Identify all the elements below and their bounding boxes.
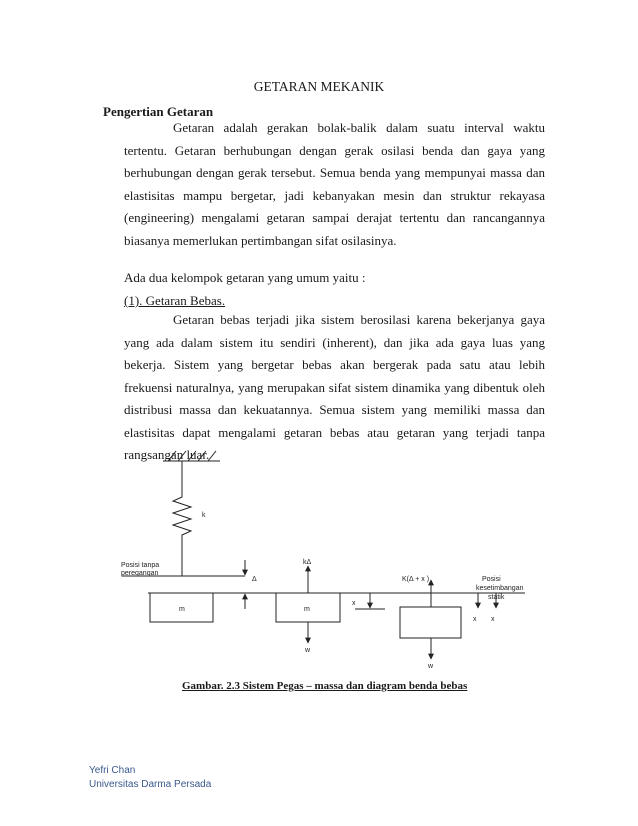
mass-block-3: [400, 607, 461, 638]
ceiling-hatch: [168, 451, 216, 461]
spring-label: k: [202, 512, 206, 519]
paragraph-definition-text: Getaran adalah gerakan bolak-balik dalam suatu interval waktu tertentu. Getaran berhubungan dengan gerak osilasi benda dan gaya yang berhubungan dengan gerak tersebut. Semua benda yang mempunyai massa dan elastisitas mampu bergetar, jadi kebanyakan mesin dan struktur rekayasa (engineering) mengalami getaran sampai derajat tertentu dan rancangannya biasanya memerlukan pertimbangan sifat osilasinya.: [124, 120, 545, 248]
x-label-1: x: [352, 600, 356, 607]
page-title: GETARAN MEKANIK: [253, 79, 385, 94]
spring-force-label-1: kΔ: [303, 559, 312, 566]
figure-caption: Gambar. 2.3 Sistem Pegas – massa dan diagram benda bebas: [182, 680, 468, 692]
static-label-3: statik: [488, 594, 505, 601]
spring: [173, 461, 191, 576]
section-heading: Pengertian Getaran: [103, 104, 214, 119]
static-label-1: Posisi: [482, 576, 501, 583]
weight-label-1: w: [305, 647, 311, 654]
mass-label-2: m: [304, 606, 310, 613]
spring-force-label-2: K(Δ + x ): [402, 576, 430, 583]
groups-intro: Ada dua kelompok getaran yang umum yaitu :: [124, 270, 366, 285]
spring-mass-figure: [0, 440, 638, 670]
mass-label-1: m: [179, 606, 185, 613]
x-label-3: x: [491, 616, 495, 623]
paragraph-free-vibration-text: Getaran bebas terjadi jika sistem berosilasi karena bekerjanya gaya yang ada dalam sistem itu sendiri (inherent), dan jika ada gaya luas yang bekerja. Sistem yang bergetar bebas akan bergerak pada satu atau lebih frekuensi naturalnya, yang merupakan sifat sistem dinamika yang dibentuk oleh distribusi massa dan kekuatannya. Semua sistem yang memiliki massa dan elastisitas dapat mengalami getaran bebas atau getaran yang terjadi tanpa rangsangan luar.: [124, 312, 545, 462]
footer-author: Yefri Chan: [89, 765, 136, 776]
delta-label: Δ: [252, 576, 257, 583]
unstretched-label-2: peregangan: [121, 570, 159, 577]
footer-institution: Universitas Darma Persada: [89, 779, 212, 790]
x-label-2: x: [473, 616, 477, 623]
subheading-free-vibration: (1). Getaran Bebas.: [124, 293, 226, 308]
paragraph-definition: [124, 117, 545, 252]
unstretched-label-1: Posisi tanpa: [121, 562, 160, 569]
weight-label-2: w: [428, 663, 434, 670]
static-label-2: kesetimbangan: [476, 585, 524, 592]
